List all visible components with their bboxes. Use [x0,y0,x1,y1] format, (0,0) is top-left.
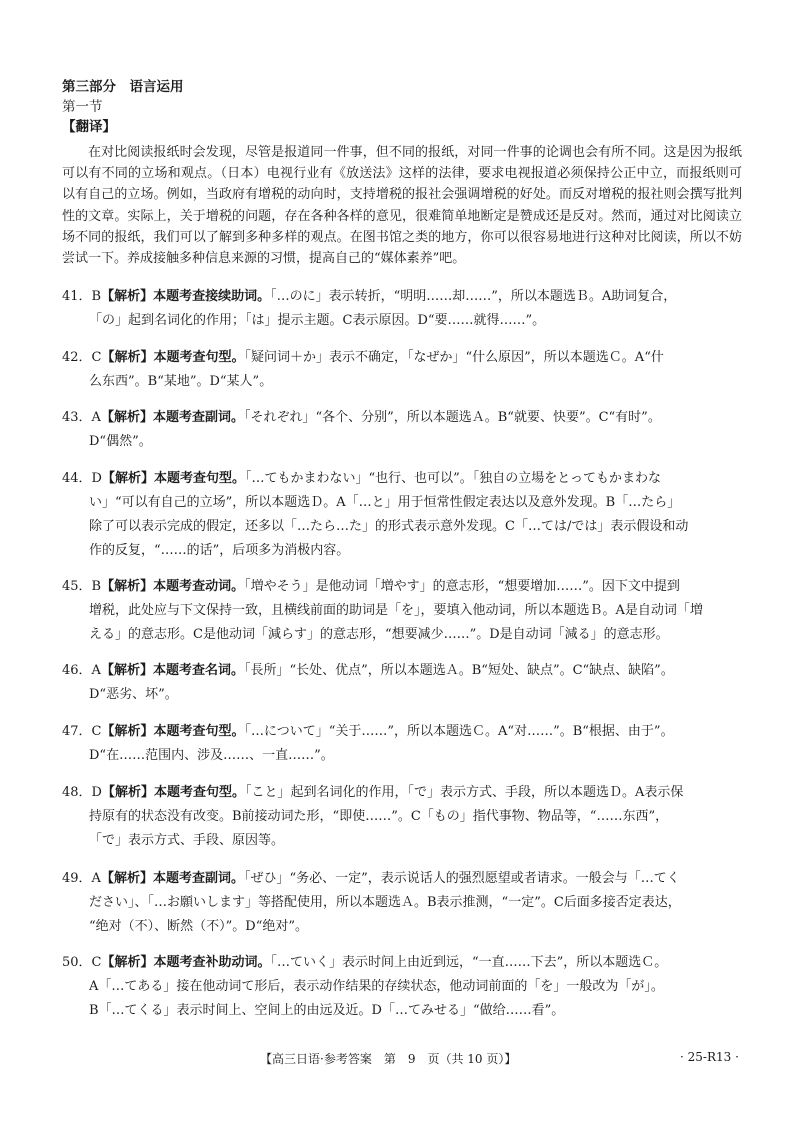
explanation-line: 「疑问词＋か」表示不确定，「なぜか」“什么原因”，所以本题选Ｃ。A“什 [244,350,664,365]
answer-letter: D [91,471,102,486]
subsection-title: 第一节 [62,99,103,115]
explanation-line: 持原有的状态没有改变。B前接动词た形，“即使……”。C「もの」指代事物、物品等，“……东西”， [89,809,669,824]
item-number: 43． [62,410,92,425]
item-number: 45． [62,579,92,594]
answer-item-41 [62,285,742,333]
explanation-tag: 【解析】本题考查副词。 [100,410,244,425]
explanation-tag: 【解析】本题考查句型。 [101,724,245,739]
explanation-line: 「こと」起到名词化的作用，「で」表示方式、手段，所以本题选Ｄ。A表示保 [245,785,684,800]
translation-paragraph: 在对比阅读报纸时会发现，尽管是报道同一件事，但不同的报纸，对同一件事的论调也会有所不同。这是因为报纸可以有不同的立场和观点。（日本）电视行业有《放送法》这样的法律，要求电视报道必须保持公正中立，而报纸则可以有自己的立场。例如，当政府有增税的动向时，支持增税的报社会强调增税的好处。而反对增税的报社则会撰写批判性的文章。实际上，关于增税的问题，存在各种各样的意见，很难简单地断定是赞成还是反对。然而，通过对比阅读立场不同的报纸，我们可以了解到多种多样的观点。在图书馆之类的地方，你可以很容易地进行这种对比阅读，所以不妨尝试一下。养成接触多种信息来源的习惯，提高自己的“媒体素养”吧。 [62,145,742,267]
answer-letter: D [91,785,102,800]
explanation-line: D“偶然”。 [89,434,152,449]
item-number: 42． [62,350,92,365]
item-number: 46． [62,663,92,678]
explanation-line: 除了可以表示完成的假定，还多以「…たら…た」的形式表示意外发现。C「…ては/では」表示假设和动 [89,519,689,534]
answer-letter: A [91,871,101,886]
translation-label: 【翻译】 [62,119,116,135]
explanation-line: 「ぜひ」“务必、一定”，表示说话人的强烈愿望或者请求。一般会与「…てく [243,871,680,886]
explanation-line: 「の」起到名词化的作用；「は」提示主题。C表示原因。D“要……就得……”。 [89,313,546,328]
answer-letter: A [91,410,101,425]
explanation-line: 「…について」“关于……”，所以本题选Ｃ。A“对……”。B“根据、由于”。 [244,724,674,739]
explanation-line: 「…のに」表示转折，“明明……却……”，所以本题选Ｂ。A助词复合， [270,289,677,304]
explanation-line: 「…ていく」表示时间上由近到远，“一直……下去”，所以本题选Ｃ。 [270,955,668,970]
explanation-tag: 【解析】本题考查补助动词。 [101,955,271,970]
explanation-line: 么东西”。B“某地”。D“某人”。 [89,374,273,389]
explanation-tag: 【解析】本题考查接续助词。 [101,289,271,304]
explanation-line: B「…てくる」表示时间上、空间上的由远及近。D「…てみせる」“做给……看”。 [89,1003,565,1018]
answer-letter: B [91,579,102,594]
answer-item-50 [62,951,742,1023]
answer-letter: C [91,724,102,739]
explanation-line: D“恶劣、坏”。 [89,687,178,702]
answer-letter: A [91,663,101,678]
explanation-tag: 【解析】本题考查句型。 [101,350,245,365]
explanation-tag: 【解析】本题考查副词。 [100,871,244,886]
item-number: 50． [62,955,92,970]
explanation-tag: 【解析】本题考查动词。 [101,579,245,594]
explanation-line: 「長所」“长处、优点”，所以本题选Ａ。B“短处、缺点”。C“缺点、缺陷”。 [243,663,674,678]
answer-item-47 [62,720,742,768]
explanation-line: 「で」表示方式、手段、原因等。 [89,833,285,848]
section-title: 第三部分 语言运用 [62,79,184,95]
explanation-line: 增税，此处应与下文保持一致，且横线前面的助词是「を」，要填入他动词，所以本题选Ｂ。A是自动词「増 [89,603,703,618]
answer-letter: B [91,289,102,304]
explanation-line: A「…てある」接在他动词て形后，表示动作结果的存续状态，他动词前面的「を」一般改为「が」。 [89,979,664,994]
answer-letter: C [91,955,102,970]
explanation-tag: 【解析】本题考查名词。 [100,663,244,678]
answer-item-43 [62,406,742,454]
explanation-line: D“在……范围内、涉及……、一直……”。 [89,748,334,763]
explanation-line: “绝对（不）、断然（不）”。D“绝对”。 [89,919,309,934]
item-number: 48． [62,785,92,800]
page-footer: 【高三日语·参考答案 第 9 页（共 10 页）】 [260,1052,517,1066]
document-code: · 25-R13 · [680,1050,739,1064]
answer-item-49 [62,867,742,939]
explanation-line: 作的反复，“……的话”，后项多为消极内容。 [89,543,350,558]
explanation-tag: 【解析】本题考查句型。 [101,471,245,486]
explanation-line: い」“可以有自己的立场”，所以本题选Ｄ。A「…と」用于恒常性假定表达以及意外发现。B「…たら」 [89,495,681,510]
explanation-line: 「…てもかまわない」“也行、也可以”。「独自の立場をとってもかまわな [245,471,662,486]
item-number: 41． [62,289,92,304]
answer-item-48 [62,781,742,853]
item-number: 49． [62,871,92,886]
item-number: 44． [62,471,92,486]
answer-item-46 [62,659,742,707]
item-number: 47． [62,724,92,739]
answer-item-45 [62,575,742,647]
explanation-tag: 【解析】本题考查句型。 [101,785,245,800]
answer-item-42 [62,346,742,394]
explanation-line: 「それぞれ」“各个、分别”，所以本题选Ａ。B“就要、快要”。C“有时”。 [243,410,661,425]
explanation-line: える」的意志形。C是他动词「減らす」的意志形，“想要减少……”。D是自动词「減る」的意志形。 [89,627,669,642]
answer-letter: C [91,350,102,365]
explanation-line: 「増やそう」是他动词「増やす」的意志形，“想要增加……”。因下文中提到 [244,579,680,594]
answer-item-44 [62,467,742,563]
explanation-line: ださい」、「…お願いします」等搭配使用，所以本题选Ａ。B表示推测，“一定”。C后面多接否定表达， [89,895,681,910]
